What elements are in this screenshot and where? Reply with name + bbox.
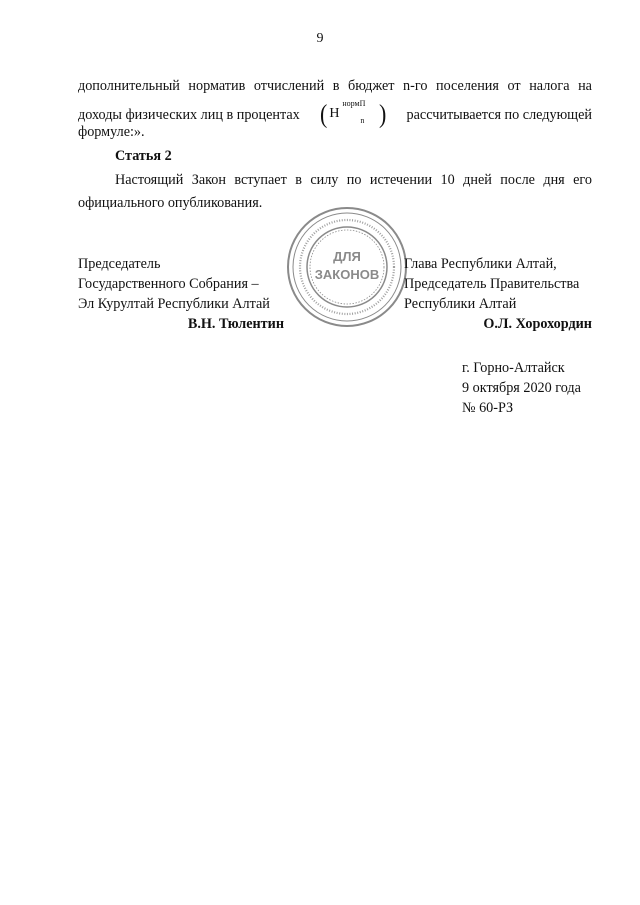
formula-base: Н — [329, 106, 340, 121]
word: силу — [310, 172, 339, 188]
word: его — [573, 172, 592, 188]
article-heading: Статья 2 — [115, 148, 172, 164]
stamp-text-line1: ДЛЯ — [333, 249, 361, 264]
formula — [320, 98, 387, 129]
paragraph1-line2 — [78, 98, 592, 129]
word: вступает — [234, 172, 287, 188]
signature-left-line3: Эл Курултай Республики Алтай — [78, 296, 270, 312]
left-paren-glyph: ( — [320, 98, 328, 129]
word: по — [346, 172, 362, 188]
formula-body — [327, 99, 379, 125]
text-after-formula: рассчитывается по следующей — [406, 107, 592, 123]
word: в — [295, 172, 302, 188]
word: дополнительный — [78, 78, 180, 94]
word: норматив — [188, 78, 246, 94]
word: истечении — [369, 172, 433, 188]
page-number: 9 — [316, 31, 324, 46]
word: n-го — [403, 78, 428, 94]
word: дней — [463, 172, 492, 188]
text-before-formula: доходы физических лиц в процентах — [78, 107, 300, 123]
signature-right-line1: Глава Республики Алтай, — [404, 256, 557, 272]
signature-left-name: В.Н. Тюлентин — [187, 316, 284, 332]
word: дня — [543, 172, 565, 188]
paragraph1-line3: формуле:». — [78, 124, 145, 140]
article-line2: официального опубликования. — [78, 195, 263, 211]
formula-subscript: n — [360, 116, 365, 125]
signature-right-line2: Председатель Правительства — [404, 276, 580, 292]
stamp-seal — [284, 204, 410, 330]
formula-superscript: нормП — [342, 99, 366, 108]
paragraph1-line1 — [78, 78, 592, 95]
word: бюджет — [348, 78, 395, 94]
word: от — [507, 78, 521, 94]
footer-number: № 60-РЗ — [462, 400, 514, 416]
signature-left-line2: Государственного Собрания – — [78, 276, 259, 292]
article-line1 — [115, 172, 592, 189]
signature-right — [404, 256, 592, 336]
word: после — [500, 172, 535, 188]
signature-right-line3: Республики Алтай — [404, 296, 517, 312]
word: отчислений — [253, 78, 325, 94]
word: налога — [529, 78, 570, 94]
stamp-text-line2: ЗАКОНОВ — [314, 267, 380, 282]
signature-left — [78, 256, 284, 336]
word: поселения — [436, 78, 499, 94]
word: в — [332, 78, 340, 94]
word: на — [578, 78, 592, 94]
word: Закон — [191, 172, 226, 188]
signature-left-line1: Председатель — [78, 256, 161, 272]
footer-city: г. Горно-Алтайск — [462, 360, 565, 376]
footer-date: 9 октября 2020 года — [462, 380, 581, 396]
right-paren-glyph: ) — [378, 98, 387, 129]
word: 10 — [440, 172, 455, 188]
footer-block — [462, 360, 581, 420]
word: Настоящий — [115, 172, 184, 188]
signature-right-name: О.Л. Хорохордин — [483, 316, 592, 332]
